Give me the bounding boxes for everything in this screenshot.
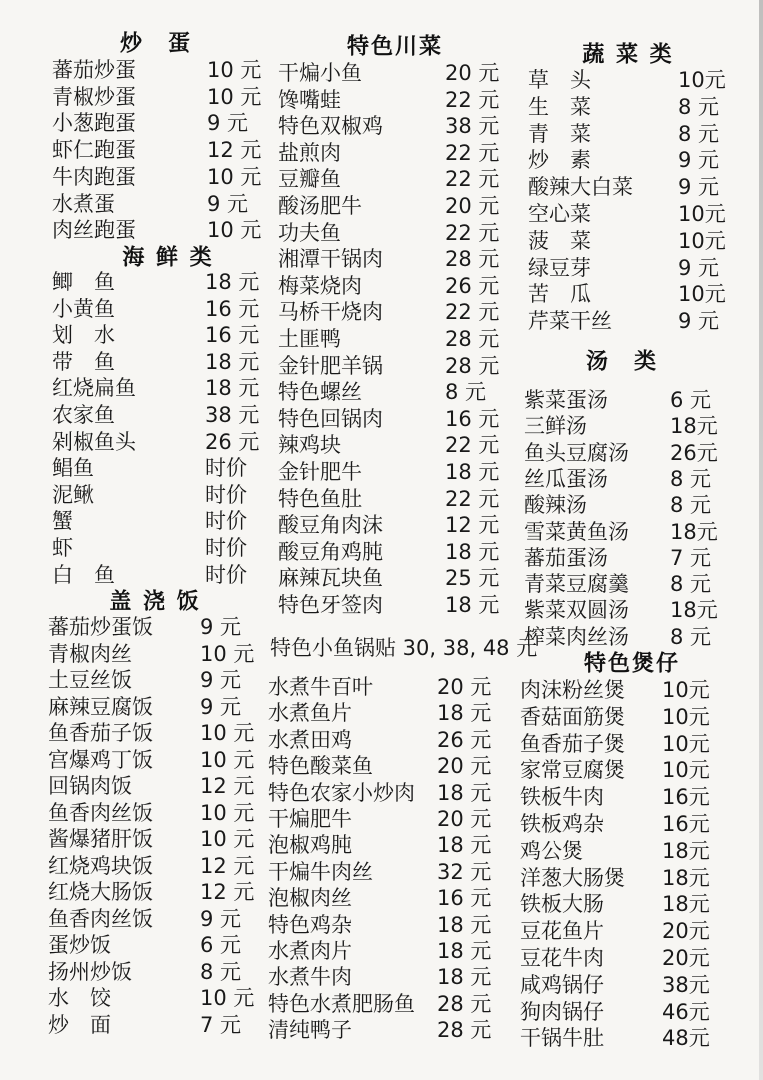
dish-name: 水 饺 <box>48 986 111 1010</box>
dish-name: 麻辣豆腐饭 <box>48 694 153 719</box>
dish-price: 18元 <box>662 838 710 863</box>
dish-price: 9 元 <box>200 694 242 719</box>
dish-name: 金针肥羊锅 <box>278 353 383 378</box>
dish-price: 时价 <box>205 509 247 534</box>
dish-name: 水煮肉片 <box>268 939 352 963</box>
dish-price: 32 元 <box>437 859 492 884</box>
dish-name: 绿豆芽 <box>528 255 591 280</box>
dish-price: 10 元 <box>200 641 255 666</box>
dish-name: 功夫鱼 <box>278 220 341 245</box>
dish-name: 剁椒鱼头 <box>52 429 136 454</box>
dish-name: 咸鸡锅仔 <box>520 972 604 997</box>
dish-name: 酸辣汤 <box>524 493 587 518</box>
dish-price: 20 元 <box>437 675 492 699</box>
dish-price: 10元 <box>678 202 726 226</box>
dish-price: 12 元 <box>200 880 255 904</box>
dish-name: 豆花鱼片 <box>520 919 604 944</box>
dish-name: 草 头 <box>528 68 591 92</box>
dish-name: 虾 <box>52 536 73 560</box>
dish-price: 16 元 <box>205 296 260 321</box>
dish-name: 鲫 鱼 <box>52 270 115 294</box>
dish-price: 8 元 <box>670 466 712 491</box>
dish-price: 12 元 <box>200 774 255 798</box>
dish-name: 虾仁跑蛋 <box>52 138 136 163</box>
dish-price: 20 元 <box>437 754 492 779</box>
dish-name: 特色螺丝 <box>278 380 362 405</box>
dish-name: 鱼香肉丝饭 <box>48 906 153 931</box>
dish-price: 18元 <box>670 414 718 439</box>
dish-price: 10 元 <box>207 84 262 109</box>
dish-price: 10元 <box>678 228 726 253</box>
dish-name: 馋嘴蛙 <box>278 87 341 112</box>
dish-price: 10元 <box>662 731 710 756</box>
dish-name: 鱼头豆腐汤 <box>524 440 629 465</box>
dish-name: 红烧鸡块饭 <box>48 853 153 878</box>
dish-price: 18 元 <box>437 780 492 805</box>
dish-price: 18 元 <box>445 539 500 564</box>
dish-name: 酱爆猪肝饭 <box>48 827 153 851</box>
section-heading: 特色川菜 <box>346 34 444 60</box>
dish-price: 时价 <box>205 562 247 587</box>
dish-price: 9 元 <box>678 175 720 200</box>
dish-price: 10元 <box>678 282 726 307</box>
dish-price: 10元 <box>662 678 710 702</box>
section-heading: 盖 浇 饭 <box>109 589 201 615</box>
dish-price: 28 元 <box>445 353 500 378</box>
dish-price: 8 元 <box>670 493 712 518</box>
dish-price: 9 元 <box>200 668 242 692</box>
dish-price: 10 元 <box>200 721 255 745</box>
dish-price: 12 元 <box>207 138 262 163</box>
dish-name: 带 鱼 <box>52 349 115 374</box>
dish-name: 丝瓜蛋汤 <box>524 466 608 491</box>
dish-name: 水煮鱼片 <box>268 701 352 726</box>
dish-price: 28 元 <box>445 327 500 351</box>
dish-price: 26元 <box>670 440 718 465</box>
dish-price: 22 元 <box>445 140 500 165</box>
dish-name: 蟹 <box>52 509 73 534</box>
dish-name: 特色鱼肚 <box>278 486 362 511</box>
dish-name: 豆瓣鱼 <box>278 167 341 192</box>
dish-name: 泥鳅 <box>52 482 94 507</box>
dish-price: 8 元 <box>670 624 712 649</box>
dish-price: 9 元 <box>678 255 720 280</box>
dish-name: 特色双椒鸡 <box>278 114 383 139</box>
dish-name: 干煸小鱼 <box>278 61 362 85</box>
dish-name: 干锅牛肚 <box>520 1026 604 1051</box>
dish-name: 金针肥牛 <box>278 460 362 484</box>
dish-name: 土匪鸭 <box>278 327 341 351</box>
dish-price: 9 元 <box>678 148 720 173</box>
dish-name: 苦 瓜 <box>528 282 591 307</box>
dish-name: 菠 菜 <box>528 228 591 253</box>
dish-price: 10 元 <box>207 164 262 189</box>
section-heading: 炒 蛋 <box>119 31 193 57</box>
section-heading: 海 鲜 类 <box>122 245 214 271</box>
dish-price: 10 元 <box>200 800 255 825</box>
dish-name: 雪菜黄鱼汤 <box>524 519 629 544</box>
dish-name: 水煮田鸡 <box>268 727 352 752</box>
section-heading: 特色煲仔 <box>583 651 681 677</box>
dish-price: 18元 <box>670 519 718 544</box>
dish-price: 9 元 <box>207 191 249 216</box>
dish-name: 紫菜双圆汤 <box>524 598 629 623</box>
dish-price: 26 元 <box>437 727 492 752</box>
dish-price: 6 元 <box>200 933 242 957</box>
dish-price: 7 元 <box>200 1012 242 1037</box>
dish-name: 芹菜干丝 <box>528 309 612 334</box>
dish-name: 水煮牛肉 <box>268 965 352 990</box>
dish-name: 空心菜 <box>528 202 591 226</box>
dish-name: 特色水煮肥肠鱼 <box>268 991 415 1016</box>
dish-name: 特色牙签肉 <box>278 593 383 617</box>
dish-price: 26 元 <box>445 273 500 298</box>
dish-price: 48元 <box>662 1026 710 1051</box>
dish-name: 牛肉跑蛋 <box>52 164 136 189</box>
dish-price: 18 元 <box>437 833 492 858</box>
dish-price: 26 元 <box>205 429 260 454</box>
dish-price: 10 元 <box>207 218 262 243</box>
dish-name: 特色鸡杂 <box>268 912 352 937</box>
dish-price: 9 元 <box>207 111 249 136</box>
dish-price: 10 元 <box>200 986 255 1010</box>
dish-name: 土豆丝饭 <box>48 668 132 692</box>
dish-name: 白 鱼 <box>52 562 115 587</box>
dish-price: 8 元 <box>678 121 720 146</box>
dish-name: 蕃茄炒蛋 <box>52 58 136 82</box>
dish-name: 青椒肉丝 <box>48 641 132 666</box>
dish-price: 38元 <box>662 972 710 997</box>
dish-name: 鲳鱼 <box>52 456 94 481</box>
dish-price: 16元 <box>662 785 710 810</box>
dish-name: 梅菜烧肉 <box>278 273 362 298</box>
dish-name: 炒 面 <box>48 1012 111 1037</box>
dish-price: 28 元 <box>437 1018 492 1043</box>
dish-price: 时价 <box>205 456 247 481</box>
dish-name: 水煮牛百叶 <box>268 675 373 699</box>
dish-price: 时价 <box>205 536 247 560</box>
dish-price: 20元 <box>662 946 710 970</box>
dish-name: 生 菜 <box>528 94 591 119</box>
dish-price: 7 元 <box>670 545 712 570</box>
dish-name: 蛋炒饭 <box>48 933 111 957</box>
dish-price: 20元 <box>662 919 710 944</box>
dish-name: 蕃茄蛋汤 <box>524 545 608 570</box>
dish-name: 铁板牛肉 <box>520 785 604 810</box>
dish-price: 16元 <box>662 812 710 836</box>
dish-price: 18元 <box>662 865 710 890</box>
dish-price: 8 元 <box>670 572 712 597</box>
dish-price: 16 元 <box>205 323 260 348</box>
dish-name: 泡椒鸡肫 <box>268 833 352 858</box>
dish-price: 8 元 <box>445 380 487 405</box>
dish-price: 9 元 <box>200 906 242 931</box>
dish-price: 18 元 <box>437 939 492 963</box>
dish-name: 水煮蛋 <box>52 191 115 216</box>
dish-price: 38 元 <box>445 114 500 139</box>
section-heading: 汤 类 <box>585 349 659 375</box>
dish-price: 18 元 <box>445 460 500 484</box>
dish-name: 干煸肥牛 <box>268 807 352 831</box>
dish-name: 家常豆腐煲 <box>520 758 625 783</box>
dish-name: 豆花牛肉 <box>520 946 604 970</box>
dish-name: 泡椒肉丝 <box>268 886 352 911</box>
dish-price: 16 元 <box>437 886 492 911</box>
dish-price: 18元 <box>662 892 710 917</box>
dish-name: 铁板鸡杂 <box>520 812 604 836</box>
dish-name: 狗肉锅仔 <box>520 999 604 1024</box>
dish-name: 鱼香茄子饭 <box>48 721 153 745</box>
dish-name: 蕃茄炒蛋饭 <box>48 615 153 639</box>
dish-name: 红烧扁鱼 <box>52 376 136 401</box>
dish-name: 干煸牛肉丝 <box>268 859 373 884</box>
dish-price: 12 元 <box>445 513 500 538</box>
dish-price: 8 元 <box>200 959 242 984</box>
dish-price: 10 元 <box>200 827 255 851</box>
dish-price: 18 元 <box>205 349 260 374</box>
special-item-fish-potsticker: 特色小鱼锅贴 30, 38, 48 元 <box>270 636 538 660</box>
dish-name: 三鲜汤 <box>524 414 587 439</box>
dish-price: 8 元 <box>678 94 720 119</box>
dish-name: 盐煎肉 <box>278 140 341 165</box>
dish-price: 10元 <box>662 704 710 729</box>
dish-name: 铁板大肠 <box>520 892 604 917</box>
dish-price: 20 元 <box>437 807 492 831</box>
dish-price: 22 元 <box>445 300 500 325</box>
dish-name: 肉丝跑蛋 <box>52 218 136 243</box>
dish-price: 20 元 <box>445 61 500 85</box>
dish-price: 28 元 <box>437 991 492 1016</box>
dish-name: 扬州炒饭 <box>48 959 132 984</box>
dish-price: 10元 <box>662 758 710 783</box>
dish-name: 紫菜蛋汤 <box>524 388 608 412</box>
dish-price: 22 元 <box>445 87 500 112</box>
dish-name: 酸豆角鸡肫 <box>278 539 383 564</box>
dish-price: 10 元 <box>200 747 255 772</box>
dish-price: 18 元 <box>445 593 500 617</box>
dish-name: 小葱跑蛋 <box>52 111 136 136</box>
dish-name: 湘潭干锅肉 <box>278 247 383 272</box>
dish-name: 清纯鸭子 <box>268 1018 352 1043</box>
dish-price: 时价 <box>205 482 247 507</box>
dish-name: 酸汤肥牛 <box>278 194 362 218</box>
dish-price: 18元 <box>670 598 718 623</box>
dish-price: 9 元 <box>678 309 720 334</box>
dish-name: 回锅肉饭 <box>48 774 132 798</box>
dish-price: 22 元 <box>445 167 500 192</box>
dish-name: 宫爆鸡丁饭 <box>48 747 153 772</box>
scan-edge <box>759 0 763 1080</box>
dish-price: 46元 <box>662 999 710 1024</box>
dish-name: 青 菜 <box>528 121 591 146</box>
dish-price: 18 元 <box>205 270 260 294</box>
dish-price: 16 元 <box>445 406 500 431</box>
dish-price: 22 元 <box>445 433 500 458</box>
dish-price: 12 元 <box>200 853 255 878</box>
section-heading: 蔬 菜 类 <box>582 42 674 68</box>
dish-price: 10元 <box>678 68 726 92</box>
dish-name: 榨菜肉丝汤 <box>524 624 629 649</box>
dish-price: 20 元 <box>445 194 500 218</box>
dish-price: 38 元 <box>205 403 260 427</box>
dish-name: 特色回锅肉 <box>278 406 383 431</box>
dish-price: 6 元 <box>670 388 712 412</box>
dish-price: 9 元 <box>200 615 242 639</box>
dish-price: 10 元 <box>207 58 262 82</box>
dish-price: 28 元 <box>445 247 500 272</box>
dish-name: 香菇面筋煲 <box>520 704 625 729</box>
dish-name: 酸辣大白菜 <box>528 175 633 200</box>
dish-name: 农家鱼 <box>52 403 115 427</box>
dish-name: 洋葱大肠煲 <box>520 865 625 890</box>
dish-name: 酸豆角肉沫 <box>278 513 383 538</box>
dish-name: 鱼香茄子煲 <box>520 731 625 756</box>
dish-name: 红烧大肠饭 <box>48 880 153 904</box>
dish-name: 划 水 <box>52 323 115 348</box>
dish-name: 特色酸菜鱼 <box>268 754 373 779</box>
dish-name: 马桥干烧肉 <box>278 300 383 325</box>
dish-price: 22 元 <box>445 220 500 245</box>
dish-price: 18 元 <box>437 965 492 990</box>
dish-name: 肉沫粉丝煲 <box>520 678 625 702</box>
dish-price: 22 元 <box>445 486 500 511</box>
dish-name: 炒 素 <box>528 148 591 173</box>
dish-price: 18 元 <box>437 912 492 937</box>
dish-name: 鱼香肉丝饭 <box>48 800 153 825</box>
dish-name: 辣鸡块 <box>278 433 341 458</box>
dish-name: 小黄鱼 <box>52 296 115 321</box>
dish-name: 青菜豆腐羹 <box>524 572 629 597</box>
dish-name: 麻辣瓦块鱼 <box>278 566 383 591</box>
dish-name: 青椒炒蛋 <box>52 84 136 109</box>
dish-price: 25 元 <box>445 566 500 591</box>
dish-name: 特色农家小炒肉 <box>268 780 415 805</box>
dish-name: 鸡公煲 <box>520 838 583 863</box>
dish-price: 18 元 <box>205 376 260 401</box>
dish-price: 18 元 <box>437 701 492 726</box>
